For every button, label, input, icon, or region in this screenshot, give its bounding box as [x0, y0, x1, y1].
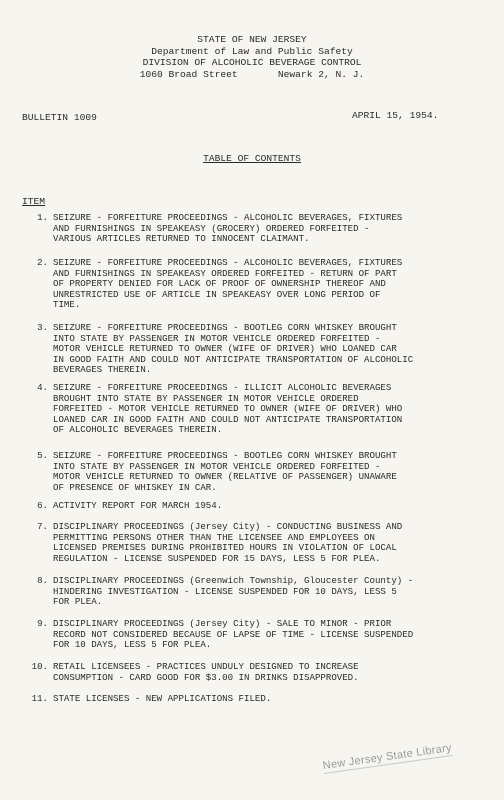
toc-item-line: STATE LICENSES - NEW APPLICATIONS FILED. [53, 693, 272, 704]
toc-item-text [53, 323, 493, 376]
toc-item-line: DISCIPLINARY PROCEEDINGS (Jersey City) - SALE TO MINOR - PRIOR [53, 618, 392, 629]
toc-item-line: REGULATION - LICENSE SUSPENDED FOR 15 DAYS, LESS 5 FOR PLEA. [53, 552, 381, 564]
toc-item-line: DISCIPLINARY PROCEEDINGS (Greenwich Township, Gloucester County) - [53, 575, 414, 586]
toc-item-text [53, 694, 493, 705]
bulletin-number: BULLETIN 1009 [22, 112, 97, 123]
toc-item-line: SEIZURE - FORFEITURE PROCEEDINGS - BOOTLEG CORN WHISKEY BROUGHT [53, 322, 397, 333]
toc-item-line: SEIZURE - FORFEITURE PROCEEDINGS - BOOTLEG CORN WHISKEY BROUGHT [53, 450, 397, 461]
toc-item-line: RECORD NOT CONSIDERED BECAUSE OF LAPSE OF TIME - LICENSE SUSPENDED [53, 628, 414, 640]
toc-item-number: 2. [37, 257, 48, 268]
toc-item-text [53, 522, 493, 564]
toc-item-text [53, 576, 493, 608]
toc-item-number: 8. [37, 575, 48, 586]
toc-item-line: RETAIL LICENSEES - PRACTICES UNDULY DESIGNED TO INCREASE [53, 661, 359, 672]
toc-item-line: ACTIVITY REPORT FOR MARCH 1954. [53, 500, 223, 511]
toc-item-line: MOTOR VEHICLE RETURNED TO OWNER (RELATIVE OF PASSENGER) UNAWARE [53, 471, 397, 483]
toc-item-line: AND FURNISHINGS IN SPEAKEASY (GROCERY) ORDERED FORFEITED - [53, 222, 370, 234]
toc-item-line: UNRESTRICTED USE OF ARTICLE IN SPEAKEASY OVER LONG PERIOD OF [53, 288, 381, 300]
toc-item-line: CONSUMPTION - CARD GOOD FOR $3.00 IN DRINKS DISAPPROVED. [53, 671, 359, 683]
toc-item-number: 9. [37, 618, 48, 629]
table-of-contents-title: TABLE OF CONTENTS [203, 153, 301, 164]
toc-item-line: SEIZURE - FORFEITURE PROCEEDINGS - ILLICIT ALCOHOLIC BEVERAGES [53, 382, 392, 393]
toc-item-number: 10. [31, 661, 48, 672]
toc-item-number: 4. [37, 382, 48, 393]
toc-item-line: LOANED CAR IN GOOD FAITH AND COULD NOT ANTICIPATE TRANSPORTATION [53, 413, 403, 425]
letterhead-line: STATE OF NEW JERSEY [197, 34, 307, 45]
toc-item-line: SEIZURE - FORFEITURE PROCEEDINGS - ALCOHOLIC BEVERAGES, FIXTURES [53, 212, 403, 223]
toc-item-line: MOTOR VEHICLE RETURNED TO OWNER (WIFE OF DRIVER) WHO LOANED CAR [53, 343, 397, 355]
toc-item-text [53, 662, 493, 683]
item-column-header: ITEM [22, 196, 46, 207]
toc-item-text [53, 501, 493, 512]
toc-item-line: INTO STATE BY PASSENGER IN MOTOR VEHICLE ORDERED FORFEITED - [53, 460, 381, 472]
toc-item-line: LICENSED PREMISES DURING PROHIBITED HOURS IN VIOLATION OF LOCAL [53, 542, 397, 554]
toc-item-text [53, 619, 493, 651]
toc-item-text [53, 383, 493, 436]
toc-item-line: TIME. [53, 299, 81, 311]
toc-item-number: 5. [37, 450, 48, 461]
toc-item-number: 11. [31, 693, 48, 704]
toc-item-text [53, 258, 493, 311]
toc-item-line: OF PRESENCE OF WHISKEY IN CAR. [53, 481, 217, 493]
letterhead [0, 34, 504, 80]
toc-item-line: PERMITTING PERSONS OTHER THAN THE LICENSEE AND EMPLOYEES ON [53, 531, 375, 543]
toc-item-line: FOR PLEA. [53, 596, 103, 608]
toc-item-text [53, 213, 493, 245]
toc-item-line: VARIOUS ARTICLES RETURNED TO INNOCENT CLAIMANT. [53, 233, 310, 245]
toc-item-line: OF ALCOHOLIC BEVERAGES THEREIN. [53, 424, 223, 436]
toc-item-number: 3. [37, 322, 48, 333]
letterhead-line: 1060 Broad Street Newark 2, N. J. [139, 68, 365, 80]
toc-item-number: 6. [37, 500, 48, 511]
toc-item-number: 7. [37, 521, 48, 532]
toc-item-line: BEVERAGES THEREIN. [53, 364, 152, 376]
toc-item-line: BROUGHT INTO STATE BY PASSENGER IN MOTOR VEHICLE ORDERED [53, 392, 359, 404]
toc-item-line: IN GOOD FAITH AND COULD NOT ANTICIPATE TRANSPORTATION OF ALCOHOLIC [53, 353, 414, 365]
bulletin-date: APRIL 15, 1954. [352, 110, 439, 121]
library-stamp: New Jersey State Library [322, 742, 453, 773]
toc-item-number: 1. [37, 212, 48, 223]
toc-item-line: HINDERING INVESTIGATION - LICENSE SUSPENDED FOR 10 DAYS, LESS 5 [53, 585, 397, 597]
toc-item-line: FORFEITED - MOTOR VEHICLE RETURNED TO OWNER (WIFE OF DRIVER) WHO [53, 403, 403, 415]
letterhead-line: Department of Law and Public Safety [151, 45, 353, 57]
toc-item-line: DISCIPLINARY PROCEEDINGS (Jersey City) - CONDUCTING BUSINESS AND [53, 521, 403, 532]
toc-item-line: INTO STATE BY PASSENGER IN MOTOR VEHICLE ORDERED FORFEITED - [53, 332, 381, 344]
toc-item-line: AND FURNISHINGS IN SPEAKEASY ORDERED FORFEITED - RETURN OF PART [53, 267, 397, 279]
toc-item-line: SEIZURE - FORFEITURE PROCEEDINGS - ALCOHOLIC BEVERAGES, FIXTURES [53, 257, 403, 268]
letterhead-line: DIVISION OF ALCOHOLIC BEVERAGE CONTROL [142, 57, 362, 68]
toc-item-text [53, 451, 493, 493]
toc-item-line: FOR 10 DAYS, LESS 5 FOR PLEA. [53, 639, 212, 651]
toc-item-line: OF PROPERTY DENIED FOR LACK OF PROOF OF OWNERSHIP THEREOF AND [53, 278, 386, 290]
